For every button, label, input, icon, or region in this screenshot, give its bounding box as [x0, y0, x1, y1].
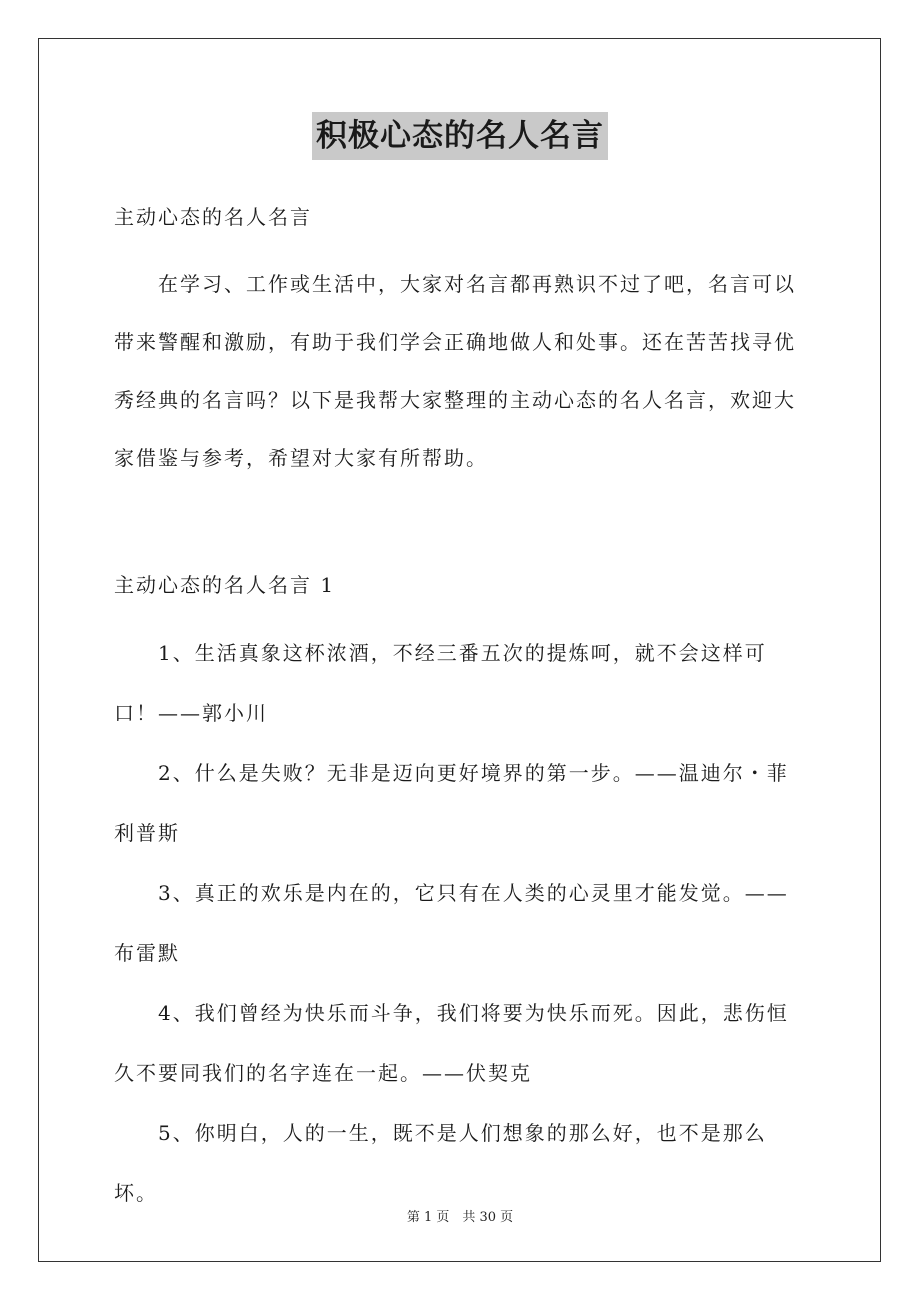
quote-item: 4、我们曾经为快乐而斗争，我们将要为快乐而死。因此，悲伤恒久不要同我们的名字连在一起。——伏契克: [114, 1001, 789, 1085]
title-container: [0, 112, 920, 160]
page-number-footer: 第 1 页 共 30 页: [406, 1210, 514, 1225]
document-title: 积极心态的名人名言: [312, 112, 608, 160]
intro-paragraph: 在学习、工作或生活中，大家对名言都再熟识不过了吧，名言可以带来警醒和激励，有助于我们学会正确地做人和处事。还在苦苦找寻优秀经典的名言吗？以下是我帮大家整理的主动心态的名人名言，欢迎大家借鉴与参考，希望对大家有所帮助。: [114, 272, 796, 470]
subtitle: 主动心态的名人名言: [114, 205, 312, 229]
quote-item: 1、生活真象这杯浓酒，不经三番五次的提炼呵，就不会这样可口！——郭小川: [114, 641, 767, 725]
document-body: [114, 197, 810, 1223]
quote-item: 3、真正的欢乐是内在的，它只有在人类的心灵里才能发觉。——布雷默: [114, 881, 789, 965]
quote-item: 5、你明白，人的一生，既不是人们想象的那么好，也不是那么坏。: [114, 1121, 767, 1205]
section-heading: 主动心态的名人名言 1: [114, 573, 336, 597]
quote-item: 2、什么是失败？无非是迈向更好境界的第一步。——温迪尔・菲利普斯: [114, 761, 789, 845]
